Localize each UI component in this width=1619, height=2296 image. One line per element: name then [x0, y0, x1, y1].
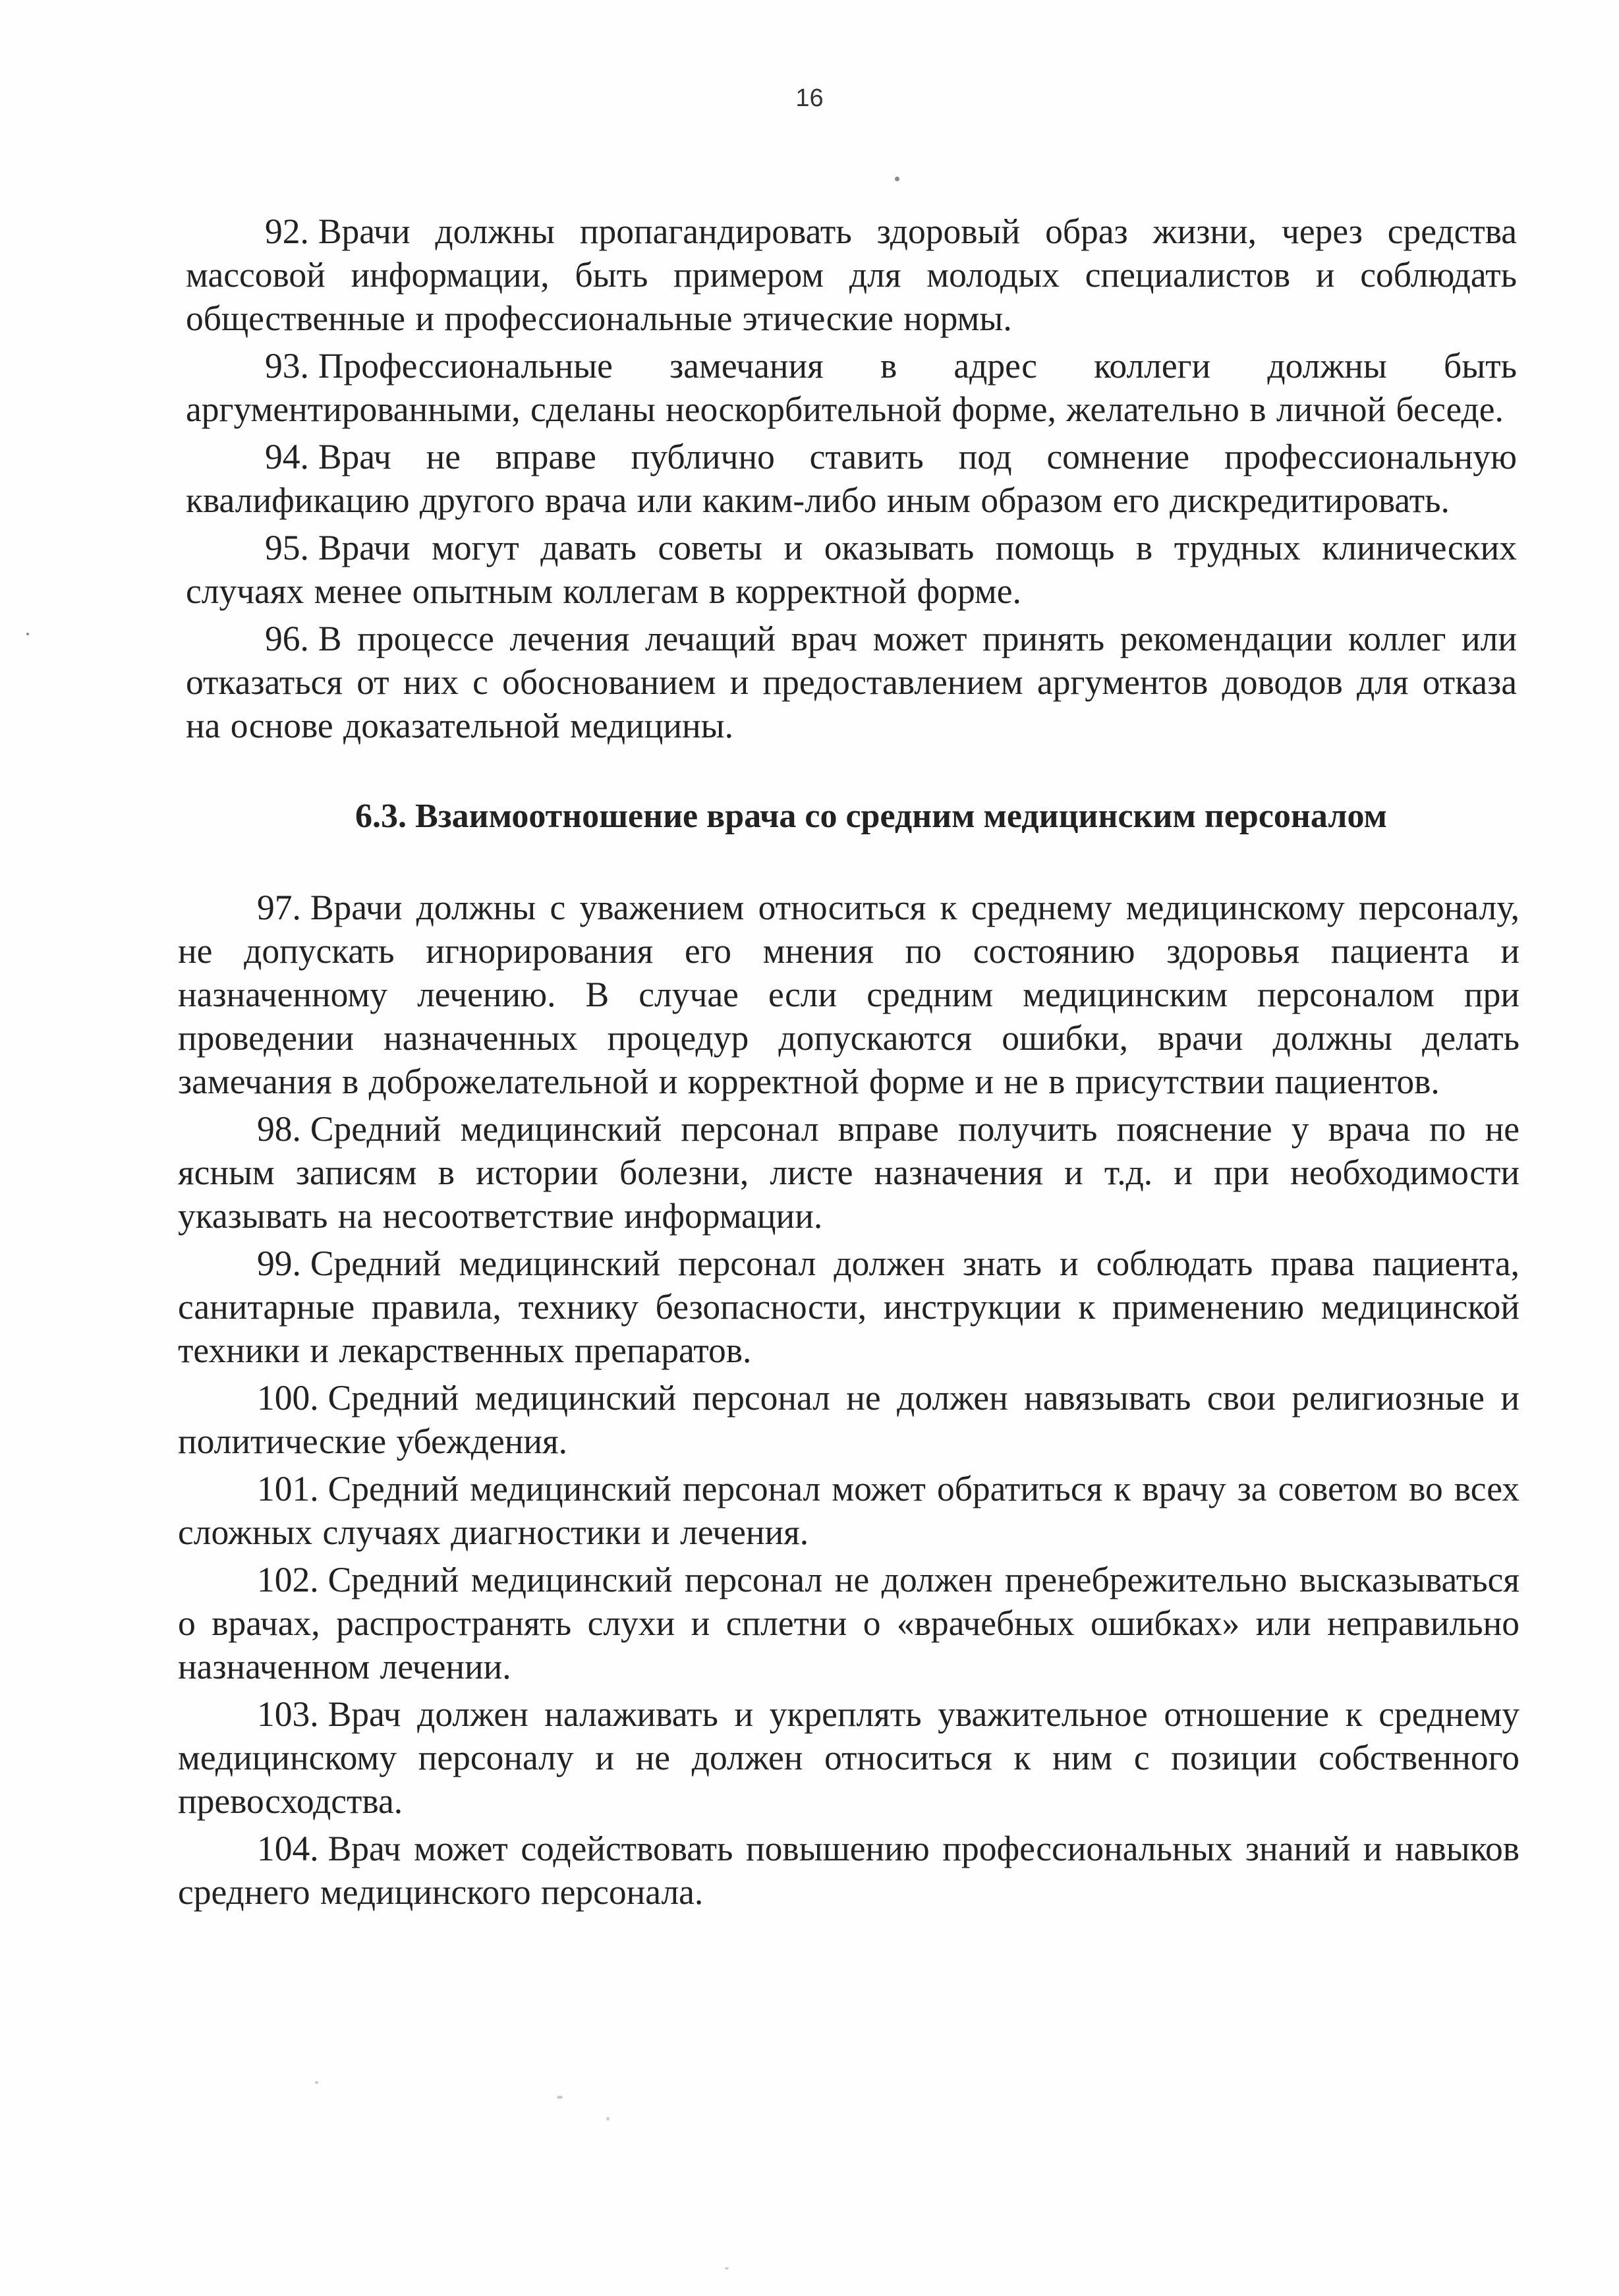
- document-body: [178, 210, 1520, 1918]
- section-heading: 6.3. Взаимоотношение врача со средним медицинским персоналом: [355, 797, 1387, 835]
- clause-102: [178, 1558, 1520, 1688]
- clause-text: Средний медицинский персонал не должен пренебрежительно высказываться о врачах, распространять слухи и сплетни о «врачебных ошибках» или неправильно назначенном лечении.: [178, 1560, 1520, 1686]
- clause-text: Врач должен налаживать и укреплять уважительное отношение к среднему медицинскому персоналу и не должен относиться к ним с позиции собственного превосходства.: [178, 1694, 1520, 1821]
- clause-number: 94.: [265, 437, 309, 476]
- clause-text: В процессе лечения лечащий врач может принять рекомендации коллег или отказаться от них с обоснованием и предоставлением аргументов доводов для отказа на основе доказательной медицины.: [186, 619, 1517, 745]
- clause-103: [178, 1692, 1520, 1823]
- clause-number: 104.: [257, 1829, 319, 1868]
- clause-text: Средний медицинский персонал может обратиться к врачу за советом во всех сложных случаях диагностики и лечения.: [178, 1469, 1520, 1552]
- clause-97: [178, 886, 1520, 1103]
- scan-speck: [725, 2267, 729, 2270]
- clause-text: Врач не вправе публично ставить под сомнение профессиональную квалификацию другого врача или каким-либо иным образом его дискредитировать.: [186, 437, 1517, 520]
- clause-text: Врачи должны пропагандировать здоровый образ жизни, через средства массовой информации, быть примером для молодых специалистов и соблюдать общественные и профессиональные этические нормы.: [186, 212, 1517, 338]
- clause-94: [186, 435, 1517, 522]
- clause-number: 99.: [257, 1244, 301, 1283]
- clause-number: 97.: [257, 888, 301, 927]
- scan-speck: [26, 633, 29, 635]
- page-number: 16: [795, 84, 824, 112]
- clause-number: 100.: [257, 1378, 319, 1418]
- clause-number: 96.: [265, 619, 309, 658]
- clause-list-nursing-staff: [178, 886, 1520, 1914]
- clause-101: [178, 1467, 1520, 1554]
- clause-95: [186, 526, 1517, 613]
- clause-number: 93.: [265, 346, 309, 386]
- clause-number: 95.: [265, 528, 309, 567]
- clause-92: [186, 210, 1517, 340]
- clause-text: Врач может содействовать повышению профессиональных знаний и навыков среднего медицинского персонала.: [178, 1829, 1520, 1912]
- clause-number: 102.: [257, 1560, 319, 1599]
- scan-speck: [606, 2117, 610, 2121]
- clause-number: 101.: [257, 1469, 319, 1508]
- clause-100: [178, 1376, 1520, 1463]
- scan-speck: [895, 177, 899, 181]
- clause-text: Средний медицинский персонал вправе получить пояснение у врача по не ясным записям в истории болезни, листе назначения и т.д. и при необходимости указывать на несоответствие информации.: [178, 1109, 1520, 1236]
- clause-number: 103.: [257, 1694, 319, 1734]
- scan-speck: [557, 2096, 563, 2099]
- clause-text: Врачи могут давать советы и оказывать помощь в трудных клинических случаях менее опытным коллегам в корректной форме.: [186, 528, 1517, 611]
- clause-104: [178, 1827, 1520, 1914]
- clause-text: Профессиональные замечания в адрес коллеги должны быть аргументированными, сделаны неоскорбительной форме, желательно в личной беседе.: [186, 346, 1517, 429]
- clause-text: Врачи должны с уважением относиться к среднему медицинскому персоналу, не допускать игнорирования его мнения по состоянию здоровья пациента и назначенному лечению. В случае если средним медицинским персоналом при проведении назначенных процедур допускаются ошибки, врачи должны делать замечания в доброжелательной и корректной форме и не в присутствии пациентов.: [178, 888, 1520, 1101]
- clause-number: 98.: [257, 1109, 301, 1149]
- clause-98: [178, 1107, 1520, 1238]
- clause-99: [178, 1242, 1520, 1372]
- clause-93: [186, 344, 1517, 431]
- scan-speck: [315, 2081, 318, 2084]
- clause-96: [186, 617, 1517, 747]
- clause-number: 92.: [265, 212, 309, 251]
- clause-list-general: [186, 210, 1517, 747]
- clause-text: Средний медицинский персонал не должен навязывать свои религиозные и политические убеждения.: [178, 1378, 1520, 1461]
- clause-text: Средний медицинский персонал должен знать и соблюдать права пациента, санитарные правила, технику безопасности, инструкции к применению медицинской техники и лекарственных препаратов.: [178, 1244, 1520, 1370]
